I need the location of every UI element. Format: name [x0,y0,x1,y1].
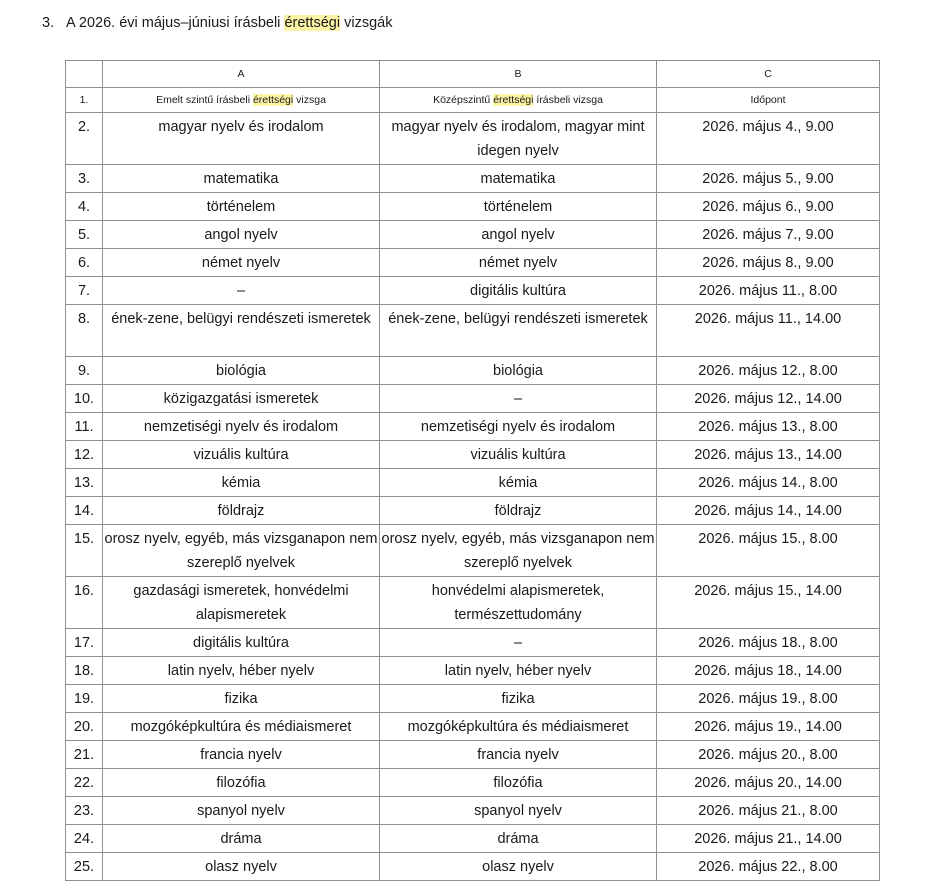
table-row [66,305,880,357]
advanced-exam-cell: biológia [103,357,380,385]
row-number-cell: 24. [66,825,103,853]
row-number-cell: 23. [66,797,103,825]
heading-highlighted-term: érettségi [284,15,341,31]
row-number-cell: 19. [66,685,103,713]
intermediate-exam-cell: angol nyelv [380,221,657,249]
table-row [66,113,880,165]
exam-time-cell: 2026. május 13., 8.00 [657,413,880,441]
table-row [66,577,880,629]
exam-time-cell: 2026. május 22., 8.00 [657,853,880,881]
exam-time-cell: 2026. május 5., 9.00 [657,165,880,193]
section-number: 3. [42,15,55,31]
exam-time-cell: 2026. május 6., 9.00 [657,193,880,221]
advanced-exam-cell: magyar nyelv és irodalom [103,113,380,165]
advanced-exam-cell: spanyol nyelv [103,797,380,825]
header-advanced-level [103,88,380,113]
advanced-exam-cell: dráma [103,825,380,853]
advanced-exam-cell: vizuális kultúra [103,441,380,469]
exam-time-cell: 2026. május 12., 8.00 [657,357,880,385]
header-row-number: 1. [66,88,103,113]
exam-time-cell: 2026. május 19., 8.00 [657,685,880,713]
exam-time-cell: 2026. május 21., 14.00 [657,825,880,853]
row-number-cell: 4. [66,193,103,221]
column-letter-a: A [103,61,380,88]
intermediate-exam-cell: – [380,385,657,413]
intermediate-exam-cell: történelem [380,193,657,221]
advanced-exam-cell: matematika [103,165,380,193]
advanced-exam-cell: francia nyelv [103,741,380,769]
advanced-exam-cell: nemzetiségi nyelv és irodalom [103,413,380,441]
exam-time-cell: 2026. május 20., 14.00 [657,769,880,797]
row-number-cell: 16. [66,577,103,629]
intermediate-exam-cell: honvédelmi alapismeretek, természettudomány [380,577,657,629]
column-letter-row [66,61,880,88]
row-number-cell: 3. [66,165,103,193]
intermediate-exam-cell: dráma [380,825,657,853]
exam-time-cell: 2026. május 19., 14.00 [657,713,880,741]
intermediate-exam-cell: orosz nyelv, egyéb, más vizsganapon nem szereplő nyelvek [380,525,657,577]
advanced-exam-cell: – [103,277,380,305]
advanced-exam-cell: angol nyelv [103,221,380,249]
table-row [66,713,880,741]
table-row [66,385,880,413]
intermediate-exam-cell: biológia [380,357,657,385]
intermediate-exam-cell: matematika [380,165,657,193]
header-a-highlighted: érettségi [252,94,294,106]
intermediate-exam-cell: francia nyelv [380,741,657,769]
exam-time-cell: 2026. május 13., 14.00 [657,441,880,469]
exam-time-cell: 2026. május 12., 14.00 [657,385,880,413]
exam-time-cell: 2026. május 14., 8.00 [657,469,880,497]
table-row [66,413,880,441]
row-number-cell: 5. [66,221,103,249]
advanced-exam-cell: fizika [103,685,380,713]
row-number-cell: 2. [66,113,103,165]
advanced-exam-cell: olasz nyelv [103,853,380,881]
header-b-highlighted: érettségi [493,94,534,106]
row-number-cell: 20. [66,713,103,741]
intermediate-exam-cell: mozgóképkultúra és médiaismeret [380,713,657,741]
table-row [66,221,880,249]
table-row [66,277,880,305]
row-number-cell: 13. [66,469,103,497]
intermediate-exam-cell: spanyol nyelv [380,797,657,825]
table-row [66,357,880,385]
table-row [66,741,880,769]
table-row [66,469,880,497]
intermediate-exam-cell: nemzetiségi nyelv és irodalom [380,413,657,441]
exam-time-cell: 2026. május 11., 14.00 [657,305,880,357]
advanced-exam-cell: kémia [103,469,380,497]
header-b-after: írásbeli vizsga [533,94,603,106]
table-row [66,525,880,577]
intermediate-exam-cell: magyar nyelv és irodalom, magyar mint idegen nyelv [380,113,657,165]
intermediate-exam-cell: ének-zene, belügyi rendészeti ismeretek [380,305,657,357]
table-row [66,165,880,193]
advanced-exam-cell: történelem [103,193,380,221]
advanced-exam-cell: digitális kultúra [103,629,380,657]
advanced-exam-cell: mozgóképkultúra és médiaismeret [103,713,380,741]
intermediate-exam-cell: német nyelv [380,249,657,277]
exam-time-cell: 2026. május 11., 8.00 [657,277,880,305]
table-row [66,769,880,797]
row-number-cell: 8. [66,305,103,357]
row-number-cell: 25. [66,853,103,881]
exam-time-cell: 2026. május 15., 14.00 [657,577,880,629]
row-number-cell: 6. [66,249,103,277]
exam-time-cell: 2026. május 15., 8.00 [657,525,880,577]
exam-time-cell: 2026. május 20., 8.00 [657,741,880,769]
row-number-cell: 18. [66,657,103,685]
column-letter-b: B [380,61,657,88]
intermediate-exam-cell: földrajz [380,497,657,525]
exam-time-cell: 2026. május 14., 14.00 [657,497,880,525]
advanced-exam-cell: gazdasági ismeretek, honvédelmi alapismeretek [103,577,380,629]
row-number-cell: 15. [66,525,103,577]
table-header-row [66,88,880,113]
exam-time-cell: 2026. május 21., 8.00 [657,797,880,825]
header-intermediate-level [380,88,657,113]
advanced-exam-cell: filozófia [103,769,380,797]
table-row [66,825,880,853]
exam-time-cell: 2026. május 18., 8.00 [657,629,880,657]
advanced-exam-cell: földrajz [103,497,380,525]
intermediate-exam-cell: latin nyelv, héber nyelv [380,657,657,685]
row-number-cell: 11. [66,413,103,441]
exam-schedule-table [65,60,880,881]
intermediate-exam-cell: olasz nyelv [380,853,657,881]
intermediate-exam-cell: kémia [380,469,657,497]
row-number-cell: 17. [66,629,103,657]
row-number-cell: 9. [66,357,103,385]
exam-time-cell: 2026. május 18., 14.00 [657,657,880,685]
advanced-exam-cell: ének-zene, belügyi rendészeti ismeretek [103,305,380,357]
table-row [66,629,880,657]
intermediate-exam-cell: filozófia [380,769,657,797]
table-row [66,249,880,277]
advanced-exam-cell: közigazgatási ismeretek [103,385,380,413]
exam-time-cell: 2026. május 4., 9.00 [657,113,880,165]
header-b-before: Középszintű [433,94,494,106]
table-row [66,853,880,881]
row-number-cell: 12. [66,441,103,469]
row-number-cell: 7. [66,277,103,305]
table-row [66,441,880,469]
header-a-after: vizsga [293,94,326,106]
exam-time-cell: 2026. május 7., 9.00 [657,221,880,249]
table-row [66,657,880,685]
exam-time-cell: 2026. május 8., 9.00 [657,249,880,277]
column-letter-c: C [657,61,880,88]
heading-text-before: A 2026. évi május–júniusi írásbeli [66,15,285,31]
intermediate-exam-cell: – [380,629,657,657]
row-number-cell: 10. [66,385,103,413]
row-number-cell: 21. [66,741,103,769]
advanced-exam-cell: orosz nyelv, egyéb, más vizsganapon nem szereplő nyelvek [103,525,380,577]
table-row [66,797,880,825]
header-time: Időpont [657,88,880,113]
table-row [66,497,880,525]
section-heading [42,13,392,33]
advanced-exam-cell: német nyelv [103,249,380,277]
table-row [66,685,880,713]
header-a-before: Emelt szintű írásbeli [156,94,253,106]
heading-text-after: vizsgák [340,15,393,31]
row-number-cell: 22. [66,769,103,797]
intermediate-exam-cell: digitális kultúra [380,277,657,305]
intermediate-exam-cell: fizika [380,685,657,713]
advanced-exam-cell: latin nyelv, héber nyelv [103,657,380,685]
column-letter-blank [66,61,103,88]
row-number-cell: 14. [66,497,103,525]
intermediate-exam-cell: vizuális kultúra [380,441,657,469]
table-row [66,193,880,221]
